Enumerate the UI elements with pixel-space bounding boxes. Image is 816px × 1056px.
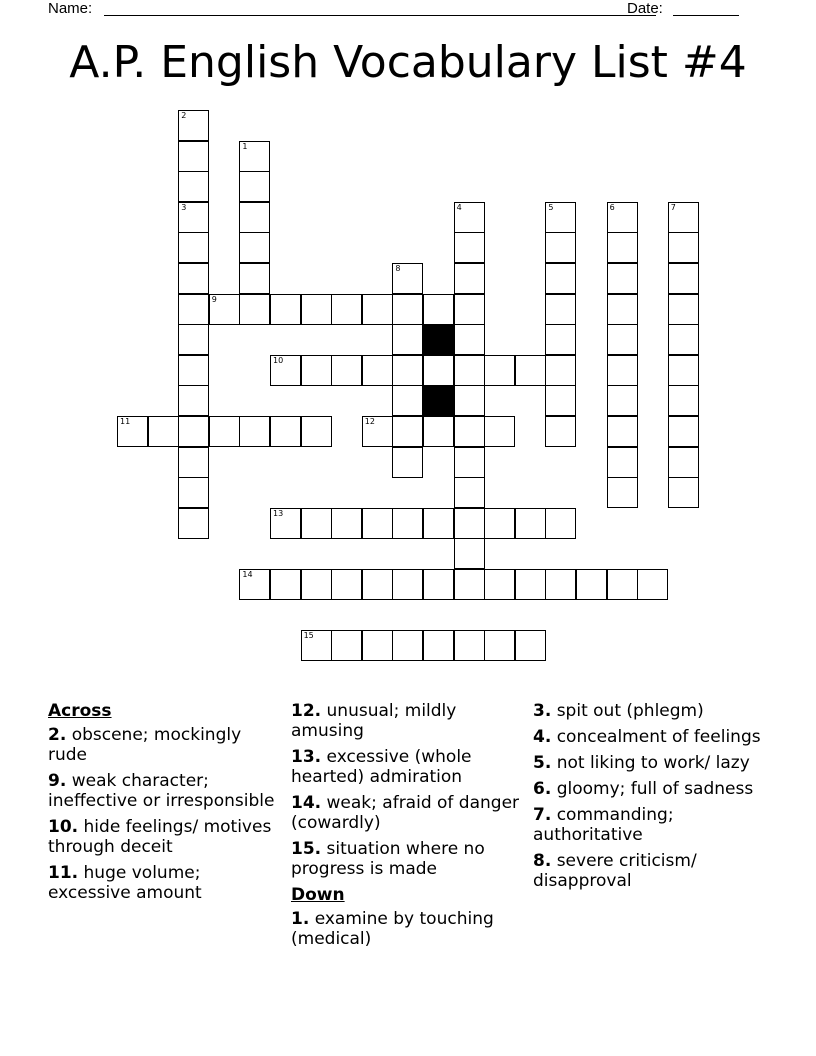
grid-cell[interactable] (454, 508, 485, 539)
clue-number: 3. (533, 701, 552, 721)
grid-cell[interactable] (607, 263, 638, 294)
grid-cell[interactable] (178, 508, 209, 539)
grid-cell[interactable] (178, 416, 209, 447)
grid-cell[interactable] (484, 508, 515, 539)
grid-cell[interactable] (484, 630, 515, 661)
grid-cell[interactable] (607, 355, 638, 386)
clue-across-15 (291, 839, 523, 879)
grid-cell[interactable] (362, 569, 393, 600)
grid-cell[interactable] (454, 447, 485, 478)
black-cell (423, 324, 454, 355)
grid-cell[interactable] (545, 569, 576, 600)
grid-cell[interactable] (362, 416, 393, 447)
grid-cell[interactable] (545, 385, 576, 416)
clue-down-3 (533, 701, 765, 721)
across-heading: Across (48, 701, 112, 721)
grid-cell[interactable] (178, 324, 209, 355)
clues-column-2 (291, 701, 523, 955)
clue-number: 2. (48, 725, 67, 745)
grid-cell[interactable] (331, 294, 362, 325)
grid-cell[interactable] (392, 447, 423, 478)
clue-text: gloomy; full of sadness (556, 779, 754, 799)
grid-cell[interactable] (454, 416, 485, 447)
grid-cell[interactable] (392, 508, 423, 539)
grid-cell[interactable] (209, 416, 240, 447)
grid-cell[interactable] (178, 110, 209, 141)
grid-cell[interactable] (454, 569, 485, 600)
grid-cell[interactable] (331, 508, 362, 539)
grid-cell[interactable] (239, 416, 270, 447)
grid-cell[interactable] (331, 569, 362, 600)
grid-cell[interactable] (545, 355, 576, 386)
clue-text: spit out (phlegm) (556, 701, 704, 721)
grid-cell[interactable] (515, 630, 546, 661)
grid-cell[interactable] (362, 630, 393, 661)
grid-cell[interactable] (423, 294, 454, 325)
grid-cell[interactable] (239, 171, 270, 202)
grid-cell[interactable] (454, 630, 485, 661)
grid-cell[interactable] (178, 232, 209, 263)
clue-number: 11. (48, 863, 79, 883)
clue-number-label: 7 (670, 202, 676, 212)
grid-cell[interactable] (607, 294, 638, 325)
clues-column-1 (48, 701, 280, 909)
clue-number: 6. (533, 779, 552, 799)
grid-cell[interactable] (607, 477, 638, 508)
clue-across-10 (48, 817, 280, 857)
clue-number-label: 8 (395, 264, 401, 273)
grid-cell[interactable] (545, 202, 576, 233)
grid-cell[interactable] (668, 202, 699, 233)
clue-across-11 (48, 863, 280, 903)
grid-cell[interactable] (239, 569, 270, 600)
grid-cell[interactable] (270, 355, 301, 386)
clue-text: weak; afraid of danger (cowardly) (291, 793, 520, 833)
grid-cell[interactable] (301, 508, 332, 539)
clue-text: not liking to work/ lazy (556, 753, 750, 773)
clue-text: hide feelings/ motives through deceit (48, 817, 272, 857)
black-cell (423, 385, 454, 416)
grid-cell[interactable] (515, 508, 546, 539)
clue-number: 5. (533, 753, 552, 773)
grid-cell[interactable] (668, 232, 699, 263)
grid-cell[interactable] (545, 263, 576, 294)
grid-cell[interactable] (301, 294, 332, 325)
grid-cell[interactable] (607, 447, 638, 478)
grid-cell[interactable] (423, 355, 454, 386)
grid-cell[interactable] (423, 569, 454, 600)
grid-cell[interactable] (270, 569, 301, 600)
grid-cell[interactable] (576, 569, 607, 600)
grid-cell[interactable] (545, 324, 576, 355)
grid-cell[interactable] (178, 447, 209, 478)
grid-cell[interactable] (607, 385, 638, 416)
clue-number-label: 6 (609, 202, 615, 212)
clue-down-6 (533, 779, 765, 799)
down-heading: Down (291, 885, 345, 905)
clue-number-label: 12 (364, 417, 375, 426)
grid-cell[interactable] (392, 385, 423, 416)
clue-number-label: 11 (120, 417, 131, 426)
grid-cell[interactable] (454, 294, 485, 325)
grid-cell[interactable] (392, 294, 423, 325)
grid-cell[interactable] (668, 477, 699, 508)
clue-down-1 (291, 909, 523, 949)
grid-cell[interactable] (392, 263, 423, 294)
grid-cell[interactable] (607, 324, 638, 355)
clue-number-label: 1 (242, 141, 248, 151)
grid-cell[interactable] (270, 416, 301, 447)
clue-number: 13. (291, 747, 322, 767)
clue-across-14 (291, 793, 523, 833)
grid-cell[interactable] (454, 202, 485, 233)
grid-cell[interactable] (515, 569, 546, 600)
grid-cell[interactable] (392, 630, 423, 661)
grid-cell[interactable] (362, 508, 393, 539)
clue-text: unusual; mildly amusing (291, 701, 457, 741)
grid-cell[interactable] (484, 569, 515, 600)
clue-number: 9. (48, 771, 67, 791)
grid-cell[interactable] (331, 355, 362, 386)
grid-cell[interactable] (239, 263, 270, 294)
grid-cell[interactable] (607, 232, 638, 263)
grid-cell[interactable] (607, 416, 638, 447)
grid-cell[interactable] (454, 232, 485, 263)
clue-text: situation where no progress is made (291, 839, 485, 879)
clue-across-9 (48, 771, 280, 811)
clue-number-label: 13 (273, 508, 284, 518)
grid-cell[interactable] (454, 263, 485, 294)
grid-cell[interactable] (178, 385, 209, 416)
grid-cell[interactable] (484, 416, 515, 447)
grid-cell[interactable] (148, 416, 179, 447)
grid-cell[interactable] (178, 294, 209, 325)
grid-cell[interactable] (301, 416, 332, 447)
grid-cell[interactable] (239, 202, 270, 233)
grid-cell[interactable] (454, 538, 485, 569)
grid-cell[interactable] (392, 355, 423, 386)
grid-cell[interactable] (362, 355, 393, 386)
grid-cell[interactable] (668, 416, 699, 447)
grid-cell[interactable] (239, 232, 270, 263)
clue-text: severe criticism/ disapproval (533, 851, 697, 891)
grid-cell[interactable] (607, 569, 638, 600)
grid-cell[interactable] (270, 294, 301, 325)
clues-column-3 (533, 701, 765, 897)
grid-cell[interactable] (545, 416, 576, 447)
date-label: Date: (627, 0, 663, 17)
grid-cell[interactable] (331, 630, 362, 661)
grid-cell[interactable] (668, 355, 699, 386)
grid-cell[interactable] (423, 630, 454, 661)
grid-cell[interactable] (270, 508, 301, 539)
clue-number-label: 3 (181, 202, 187, 212)
grid-cell[interactable] (301, 630, 332, 661)
clue-text: commanding; authoritative (533, 805, 674, 845)
grid-cell[interactable] (178, 263, 209, 294)
grid-cell[interactable] (178, 202, 209, 233)
name-label: Name: (48, 0, 93, 17)
grid-cell[interactable] (668, 324, 699, 355)
clue-number: 8. (533, 851, 552, 871)
grid-cell[interactable] (392, 324, 423, 355)
clue-across-13 (291, 747, 523, 787)
grid-cell[interactable] (178, 141, 209, 172)
grid-cell[interactable] (668, 263, 699, 294)
clue-down-5 (533, 753, 765, 773)
clue-number: 15. (291, 839, 322, 859)
grid-cell[interactable] (454, 324, 485, 355)
clue-number: 12. (291, 701, 322, 721)
clue-number: 14. (291, 793, 322, 813)
grid-cell[interactable] (454, 477, 485, 508)
clue-text: concealment of feelings (556, 727, 761, 747)
grid-cell[interactable] (209, 294, 240, 325)
grid-cell[interactable] (668, 447, 699, 478)
page-title: A.P. English Vocabulary List #4 (69, 37, 747, 88)
clue-number-label: 14 (242, 570, 253, 579)
grid-cell[interactable] (484, 355, 515, 386)
grid-cell[interactable] (668, 294, 699, 325)
grid-cell[interactable] (668, 385, 699, 416)
grid-cell[interactable] (545, 508, 576, 539)
clue-number: 7. (533, 805, 552, 825)
grid-cell[interactable] (607, 202, 638, 233)
clue-text: weak character; ineffective or irresponsible (48, 771, 275, 811)
grid-cell[interactable] (454, 385, 485, 416)
grid-cell[interactable] (178, 355, 209, 386)
grid-cell[interactable] (239, 294, 270, 325)
grid-cell[interactable] (362, 294, 393, 325)
clue-number-label: 4 (456, 202, 462, 212)
clue-number-label: 5 (548, 202, 554, 212)
clue-across-12 (291, 701, 523, 741)
grid-cell[interactable] (545, 232, 576, 263)
grid-cell[interactable] (178, 477, 209, 508)
clue-number-label: 9 (211, 294, 217, 304)
grid-cell[interactable] (515, 355, 546, 386)
clue-number: 4. (533, 727, 552, 747)
grid-cell[interactable] (423, 416, 454, 447)
clue-number-label: 15 (303, 631, 314, 641)
clue-down-4 (533, 727, 765, 747)
grid-cell[interactable] (454, 355, 485, 386)
clue-number-label: 10 (273, 355, 284, 365)
clue-across-2 (48, 725, 280, 765)
grid-cell[interactable] (392, 416, 423, 447)
clue-text: obscene; mockingly rude (48, 725, 242, 765)
clue-number: 1. (291, 909, 310, 929)
grid-cell[interactable] (301, 569, 332, 600)
grid-cell[interactable] (545, 294, 576, 325)
clue-text: examine by touching (medical) (291, 909, 494, 949)
clue-down-7 (533, 805, 765, 845)
grid-cell[interactable] (301, 355, 332, 386)
grid-cell[interactable] (637, 569, 668, 600)
grid-cell[interactable] (239, 141, 270, 172)
clue-number: 10. (48, 817, 79, 837)
clue-down-8 (533, 851, 765, 891)
grid-cell[interactable] (178, 171, 209, 202)
grid-cell[interactable] (117, 416, 148, 447)
clue-number-label: 2 (181, 111, 187, 120)
clue-text: excessive (whole hearted) admiration (291, 747, 472, 787)
clue-text: huge volume; excessive amount (48, 863, 202, 903)
grid-cell[interactable] (423, 508, 454, 539)
grid-cell[interactable] (392, 569, 423, 600)
